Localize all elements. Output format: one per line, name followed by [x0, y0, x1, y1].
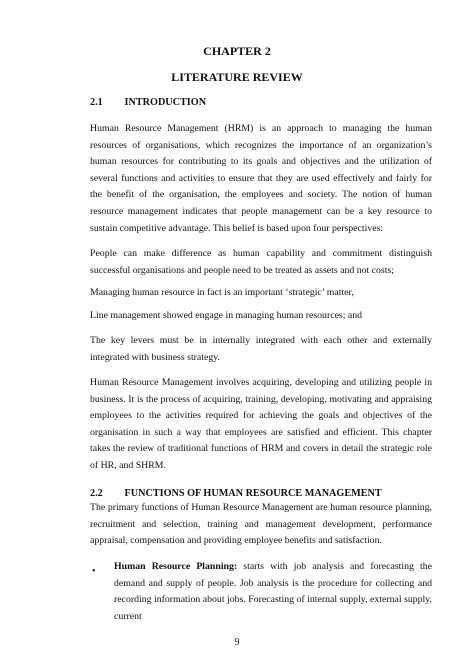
bullet-marker: • [92, 566, 96, 577]
paragraph: Managing human resource in fact is an important ‘strategic’ matter, [90, 287, 354, 298]
section-number: 2.1 [90, 97, 103, 108]
paragraph: People can make difference as human capability and commitment distinguish successful organisations and people need to be treated as assets and not costs; [90, 248, 432, 276]
page-number: 9 [234, 637, 240, 648]
section-number: 2.2 [90, 488, 103, 499]
section-title: FUNCTIONS OF HUMAN RESOURCE MANAGEMENT [124, 488, 382, 499]
section-heading-2-2 [90, 488, 382, 499]
bullet-body: starts with job analysis and forecasting the demand and supply of people. Job analysis is the procedure for collecting and recording information about jobs. Forecasting of internal supply, external supply, current [114, 561, 432, 622]
section-heading-2-1 [90, 97, 206, 108]
paragraph: The key levers must be in internally integrated with each other and externally integrated with business strategy. [90, 335, 432, 363]
bullet-term: Human Resource Planning: [114, 561, 238, 572]
paragraph: Human Resource Management involves acquiring, developing and utilizing people in business. It is the process of acquiring, training, developing, motivating and appraising employees to the activities required for achieving the goals and objectives of the organisation in such a way that employees are satisfied and efficient. This chapter takes the review of traditional functions of HRM and covers in detail the strategic role of HR, and SHRM. [90, 377, 432, 471]
paragraph: Line management showed engage in managing human resources; and [90, 310, 363, 321]
bullet-item [114, 559, 432, 625]
chapter-label: CHAPTER 2 [203, 44, 271, 58]
paragraph: Human Resource Management (HRM) is an approach to managing the human resources of organisations, which recognizes the importance of an organization’s human resources for contributing to its goals and objectives and the utilization of several functions and activities to ensure that they are used effectively and fairly for the benefit of the organisation, the employees and society. The notion of human resource management indicates that people management can be a key resource to sustain competitive advantage. This belief is based upon four perspectives: [90, 123, 432, 234]
section-title: INTRODUCTION [124, 97, 207, 108]
chapter-title: LITERATURE REVIEW [171, 70, 303, 84]
paragraph: The primary functions of Human Resource Management are human resource planning, recruitment and selection, training and management development, performance appraisal, compensation and providing employee benefits and satisfaction. [90, 502, 432, 547]
